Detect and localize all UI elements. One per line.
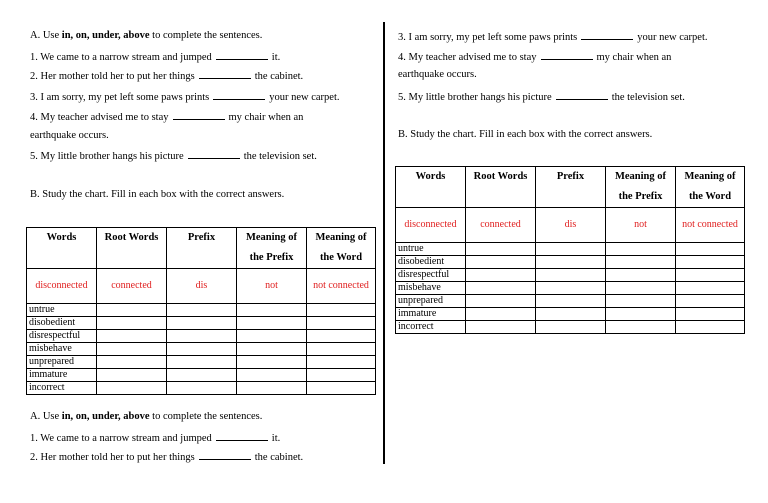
answer-cell[interactable] bbox=[167, 330, 237, 343]
answer-cell[interactable] bbox=[307, 343, 376, 356]
sentence-4: 4. My teacher advised me to stay my chair when an bbox=[30, 112, 304, 123]
answer-cell[interactable] bbox=[536, 321, 606, 334]
answer-cell[interactable] bbox=[97, 343, 167, 356]
table-row bbox=[27, 369, 376, 382]
example-word: disconnected bbox=[396, 208, 466, 243]
section-a-instruction: A. Use in, on, under, above to complete the sentences. bbox=[30, 30, 263, 41]
example-row bbox=[27, 269, 376, 304]
word-cell: disobedient bbox=[27, 317, 97, 330]
answer-blank[interactable] bbox=[199, 450, 251, 460]
answer-cell[interactable] bbox=[307, 317, 376, 330]
word-cell: disrespectful bbox=[396, 269, 466, 282]
header-meaning-prefix: Meaning of the Prefix bbox=[237, 228, 307, 269]
answer-cell[interactable] bbox=[606, 282, 676, 295]
answer-cell[interactable] bbox=[307, 356, 376, 369]
answer-blank[interactable] bbox=[556, 90, 608, 100]
words-table bbox=[26, 227, 376, 395]
answer-cell[interactable] bbox=[676, 295, 745, 308]
word-cell: unprepared bbox=[396, 295, 466, 308]
sentence-3: 3. I am sorry, my pet left some paws prints your new carpet. bbox=[30, 92, 340, 103]
answer-cell[interactable] bbox=[676, 243, 745, 256]
answer-cell[interactable] bbox=[606, 256, 676, 269]
table-header bbox=[27, 228, 376, 269]
answer-cell[interactable] bbox=[97, 369, 167, 382]
example-word: disconnected bbox=[27, 269, 97, 304]
header-root-words: Root Words bbox=[466, 167, 536, 208]
answer-cell[interactable] bbox=[307, 330, 376, 343]
answer-cell[interactable] bbox=[466, 308, 536, 321]
answer-blank[interactable] bbox=[581, 30, 633, 40]
answer-cell[interactable] bbox=[466, 256, 536, 269]
answer-cell[interactable] bbox=[606, 295, 676, 308]
answer-blank[interactable] bbox=[188, 149, 240, 159]
answer-cell[interactable] bbox=[536, 295, 606, 308]
answer-cell[interactable] bbox=[466, 269, 536, 282]
table-row bbox=[396, 295, 745, 308]
header-prefix: Prefix bbox=[536, 167, 606, 208]
answer-cell[interactable] bbox=[536, 282, 606, 295]
answer-cell[interactable] bbox=[466, 243, 536, 256]
example-root: connected bbox=[466, 208, 536, 243]
sentence-3-right: 3. I am sorry, my pet left some paws prints your new carpet. bbox=[398, 32, 708, 43]
sentence-4-cont: earthquake occurs. bbox=[30, 130, 109, 141]
table-row bbox=[27, 304, 376, 317]
section-b-instruction-right: B. Study the chart. Fill in each box with the correct answers. bbox=[398, 129, 653, 140]
answer-cell[interactable] bbox=[606, 243, 676, 256]
words-table-right bbox=[395, 166, 745, 334]
sentence-5-right: 5. My little brother hangs his picture the television set. bbox=[398, 92, 685, 103]
answer-blank[interactable] bbox=[216, 50, 268, 60]
header-prefix: Prefix bbox=[167, 228, 237, 269]
answer-cell[interactable] bbox=[676, 282, 745, 295]
answer-blank[interactable] bbox=[199, 69, 251, 79]
answer-cell[interactable] bbox=[167, 356, 237, 369]
answer-cell[interactable] bbox=[536, 256, 606, 269]
answer-cell[interactable] bbox=[676, 308, 745, 321]
answer-cell[interactable] bbox=[466, 295, 536, 308]
sentence-5: 5. My little brother hangs his picture the television set. bbox=[30, 151, 317, 162]
answer-blank[interactable] bbox=[173, 110, 225, 120]
answer-cell[interactable] bbox=[676, 256, 745, 269]
table-row bbox=[396, 269, 745, 282]
table-row bbox=[27, 343, 376, 356]
answer-cell[interactable] bbox=[167, 343, 237, 356]
sentence-1: 1. We came to a narrow stream and jumped it. bbox=[30, 52, 281, 63]
answer-blank[interactable] bbox=[541, 50, 593, 60]
word-cell: untrue bbox=[27, 304, 97, 317]
table-header bbox=[396, 167, 745, 208]
answer-cell[interactable] bbox=[606, 308, 676, 321]
header-meaning-word: Meaning of the Word bbox=[307, 228, 376, 269]
sentence-2: 2. Her mother told her to put her things the cabinet. bbox=[30, 71, 304, 82]
word-cell: disobedient bbox=[396, 256, 466, 269]
answer-cell[interactable] bbox=[97, 304, 167, 317]
example-prefix-meaning: not bbox=[606, 208, 676, 243]
answer-cell[interactable] bbox=[606, 269, 676, 282]
sentence-4-cont-right: earthquake occurs. bbox=[398, 69, 477, 80]
header-meaning-word: Meaning of the Word bbox=[676, 167, 745, 208]
table-row bbox=[396, 308, 745, 321]
example-root: connected bbox=[97, 269, 167, 304]
word-cell: untrue bbox=[396, 243, 466, 256]
answer-cell[interactable] bbox=[97, 330, 167, 343]
word-cell: immature bbox=[396, 308, 466, 321]
answer-cell[interactable] bbox=[307, 382, 376, 395]
answer-cell[interactable] bbox=[466, 321, 536, 334]
answer-cell[interactable] bbox=[167, 369, 237, 382]
answer-cell[interactable] bbox=[536, 269, 606, 282]
table-row bbox=[396, 256, 745, 269]
answer-blank[interactable] bbox=[216, 431, 268, 441]
answer-cell[interactable] bbox=[97, 356, 167, 369]
example-prefix: dis bbox=[536, 208, 606, 243]
word-cell: unprepared bbox=[27, 356, 97, 369]
example-row bbox=[396, 208, 745, 243]
word-cell: incorrect bbox=[396, 321, 466, 334]
answer-cell[interactable] bbox=[237, 317, 307, 330]
answer-cell[interactable] bbox=[167, 304, 237, 317]
column-divider bbox=[383, 22, 385, 464]
answer-cell[interactable] bbox=[237, 369, 307, 382]
example-prefix: dis bbox=[167, 269, 237, 304]
table-row bbox=[27, 356, 376, 369]
answer-cell[interactable] bbox=[676, 321, 745, 334]
sentence-2-repeat: 2. Her mother told her to put her things the cabinet. bbox=[30, 452, 304, 463]
answer-cell[interactable] bbox=[237, 304, 307, 317]
answer-cell[interactable] bbox=[676, 269, 745, 282]
answer-cell[interactable] bbox=[97, 382, 167, 395]
table-row bbox=[396, 321, 745, 334]
answer-cell[interactable] bbox=[536, 243, 606, 256]
answer-cell[interactable] bbox=[237, 343, 307, 356]
sentence-1-repeat: 1. We came to a narrow stream and jumped it. bbox=[30, 433, 281, 444]
word-cell: misbehave bbox=[396, 282, 466, 295]
answer-cell[interactable] bbox=[466, 282, 536, 295]
table-row bbox=[27, 330, 376, 343]
table-row bbox=[396, 243, 745, 256]
answer-cell[interactable] bbox=[237, 382, 307, 395]
header-words: Words bbox=[396, 167, 466, 208]
example-word-meaning: not connected bbox=[676, 208, 745, 243]
example-word-meaning: not connected bbox=[307, 269, 376, 304]
answer-cell[interactable] bbox=[237, 356, 307, 369]
header-meaning-prefix: Meaning of the Prefix bbox=[606, 167, 676, 208]
sentence-4-right: 4. My teacher advised me to stay my chair when an bbox=[398, 52, 672, 63]
answer-cell[interactable] bbox=[606, 321, 676, 334]
table-row bbox=[27, 317, 376, 330]
word-cell: incorrect bbox=[27, 382, 97, 395]
section-b-instruction: B. Study the chart. Fill in each box with the correct answers. bbox=[30, 189, 285, 200]
answer-cell[interactable] bbox=[237, 330, 307, 343]
answer-cell[interactable] bbox=[167, 317, 237, 330]
answer-cell[interactable] bbox=[167, 382, 237, 395]
answer-cell[interactable] bbox=[307, 369, 376, 382]
example-prefix-meaning: not bbox=[237, 269, 307, 304]
word-cell: immature bbox=[27, 369, 97, 382]
header-words: Words bbox=[27, 228, 97, 269]
answer-cell[interactable] bbox=[97, 317, 167, 330]
section-a-instruction-repeat: A. Use in, on, under, above to complete the sentences. bbox=[30, 411, 263, 422]
header-root-words: Root Words bbox=[97, 228, 167, 269]
word-cell: misbehave bbox=[27, 343, 97, 356]
word-cell: disrespectful bbox=[27, 330, 97, 343]
answer-cell[interactable] bbox=[307, 304, 376, 317]
answer-cell[interactable] bbox=[536, 308, 606, 321]
answer-blank[interactable] bbox=[213, 90, 265, 100]
table-row bbox=[27, 382, 376, 395]
table-row bbox=[396, 282, 745, 295]
